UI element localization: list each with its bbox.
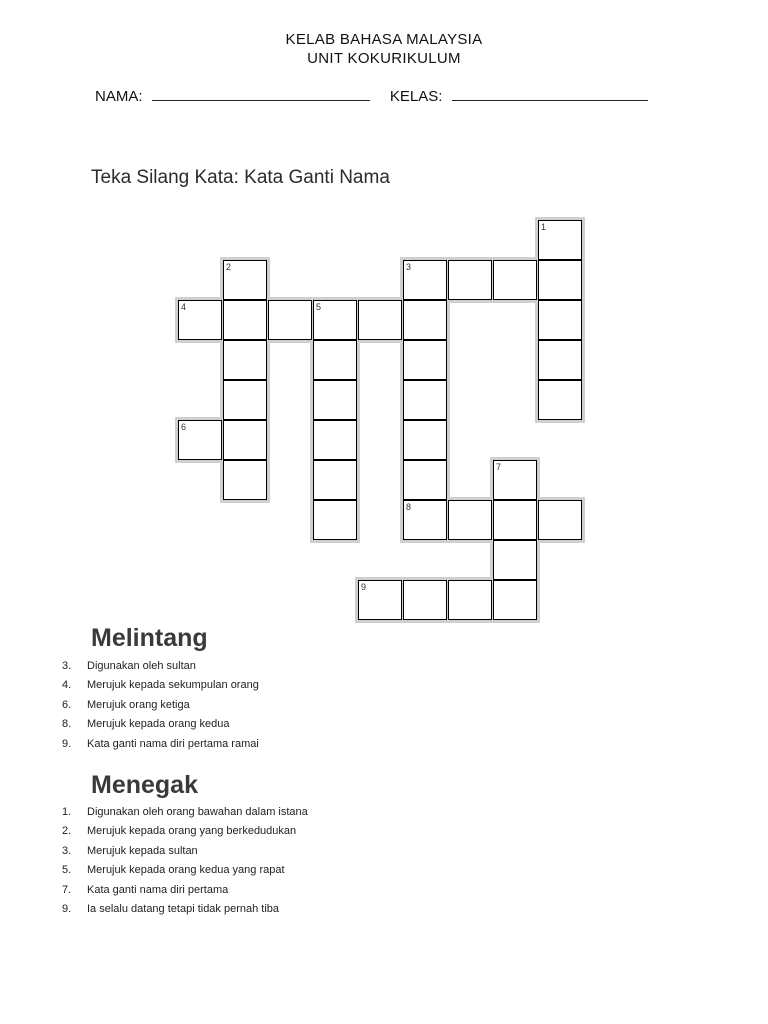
cell-number: 4 [181, 302, 187, 312]
unit-title: UNIT KOKURIKULUM [307, 50, 461, 67]
crossword-cell[interactable] [538, 340, 582, 380]
crossword-cell[interactable] [403, 340, 447, 380]
crossword-cell[interactable] [313, 420, 357, 460]
crossword-cell[interactable] [403, 300, 447, 340]
crossword-cell[interactable] [403, 380, 447, 420]
clue-number: 3. [62, 844, 72, 857]
clue-number: 3. [62, 660, 72, 672]
puzzle-title: Teka Silang Kata: Kata Ganti Nama [91, 167, 390, 188]
clue-text: Merujuk kepada sekumpulan orang [87, 679, 259, 692]
clue-text: Ia selalu datang tetapi tidak pernah tiba [87, 902, 280, 915]
crossword-cell[interactable] [313, 460, 357, 500]
clue-number: 9. [62, 902, 72, 915]
crossword-cell[interactable] [178, 300, 222, 340]
cell-number: 2 [226, 262, 232, 272]
clue-text: Merujuk kepada orang kedua yang rapat [87, 864, 285, 877]
crossword-cell[interactable] [493, 580, 537, 620]
clue-text: Kata ganti nama diri pertama [87, 883, 229, 896]
name-blank-line[interactable] [152, 86, 370, 101]
class-label: KELAS: [389, 88, 443, 105]
cell-number: 8 [406, 502, 412, 512]
clue-text: Merujuk kepada orang kedua [87, 718, 230, 731]
crossword-cell[interactable] [223, 460, 267, 500]
cell-number: 6 [181, 422, 187, 432]
crossword-cell[interactable] [538, 220, 582, 260]
crossword-cell[interactable] [313, 380, 357, 420]
crossword-cell[interactable] [493, 260, 537, 300]
clue-text: Merujuk kepada orang yang berkedudukan [87, 825, 297, 838]
across-heading: Melintang [91, 624, 208, 652]
crossword-cell[interactable] [448, 580, 492, 620]
crossword-cell[interactable] [448, 260, 492, 300]
crossword-cell[interactable] [178, 420, 222, 460]
crossword-cell[interactable] [313, 340, 357, 380]
club-title: KELAB BAHASA MALAYSIA [285, 31, 483, 48]
crossword-cell[interactable] [493, 540, 537, 580]
cell-number: 5 [316, 302, 322, 312]
cell-number: 9 [361, 582, 367, 592]
cell-number: 1 [541, 222, 547, 232]
crossword-cell[interactable] [223, 380, 267, 420]
crossword-cell[interactable] [538, 380, 582, 420]
student-info-fields [95, 86, 648, 105]
cell-number: 7 [496, 462, 502, 472]
clue-number: 8. [62, 718, 72, 731]
crossword-cell[interactable] [403, 500, 447, 540]
crossword-cell[interactable] [538, 500, 582, 540]
crossword-cell[interactable] [403, 420, 447, 460]
clue-text: Merujuk orang ketiga [87, 698, 190, 711]
crossword-cell[interactable] [493, 500, 537, 540]
clue-number: 6. [62, 698, 72, 711]
crossword-cell[interactable] [268, 300, 312, 340]
clue-text: Digunakan oleh orang bawahan dalam istana [87, 806, 308, 818]
crossword-cell[interactable] [403, 460, 447, 500]
crossword-cell[interactable] [358, 300, 402, 340]
clue-text: Merujuk kepada sultan [87, 844, 198, 857]
down-heading: Menegak [91, 771, 198, 799]
crossword-cell[interactable] [223, 340, 267, 380]
crossword-cell[interactable] [403, 580, 447, 620]
crossword-cell[interactable] [223, 420, 267, 460]
crossword-cell[interactable] [448, 500, 492, 540]
crossword-cell[interactable] [538, 300, 582, 340]
crossword-cell[interactable] [223, 260, 267, 300]
cell-number: 3 [406, 262, 412, 272]
clue-number: 9. [62, 737, 72, 750]
clue-number: 4. [62, 679, 72, 692]
class-blank-line[interactable] [452, 86, 648, 101]
crossword-cell[interactable] [493, 460, 537, 500]
clue-number: 7. [62, 883, 72, 896]
clue-number: 2. [62, 825, 72, 838]
crossword-cell[interactable] [313, 300, 357, 340]
clue-text: Kata ganti nama diri pertama ramai [87, 737, 259, 750]
clue-number: 5. [62, 864, 72, 877]
crossword-cell[interactable] [313, 500, 357, 540]
name-label: NAMA: [95, 88, 143, 105]
clue-text: Digunakan oleh sultan [87, 660, 196, 672]
crossword-cell[interactable] [538, 260, 582, 300]
crossword-cell[interactable] [403, 260, 447, 300]
clue-number: 1. [62, 806, 72, 818]
crossword-cell[interactable] [223, 300, 267, 340]
crossword-cell[interactable] [358, 580, 402, 620]
